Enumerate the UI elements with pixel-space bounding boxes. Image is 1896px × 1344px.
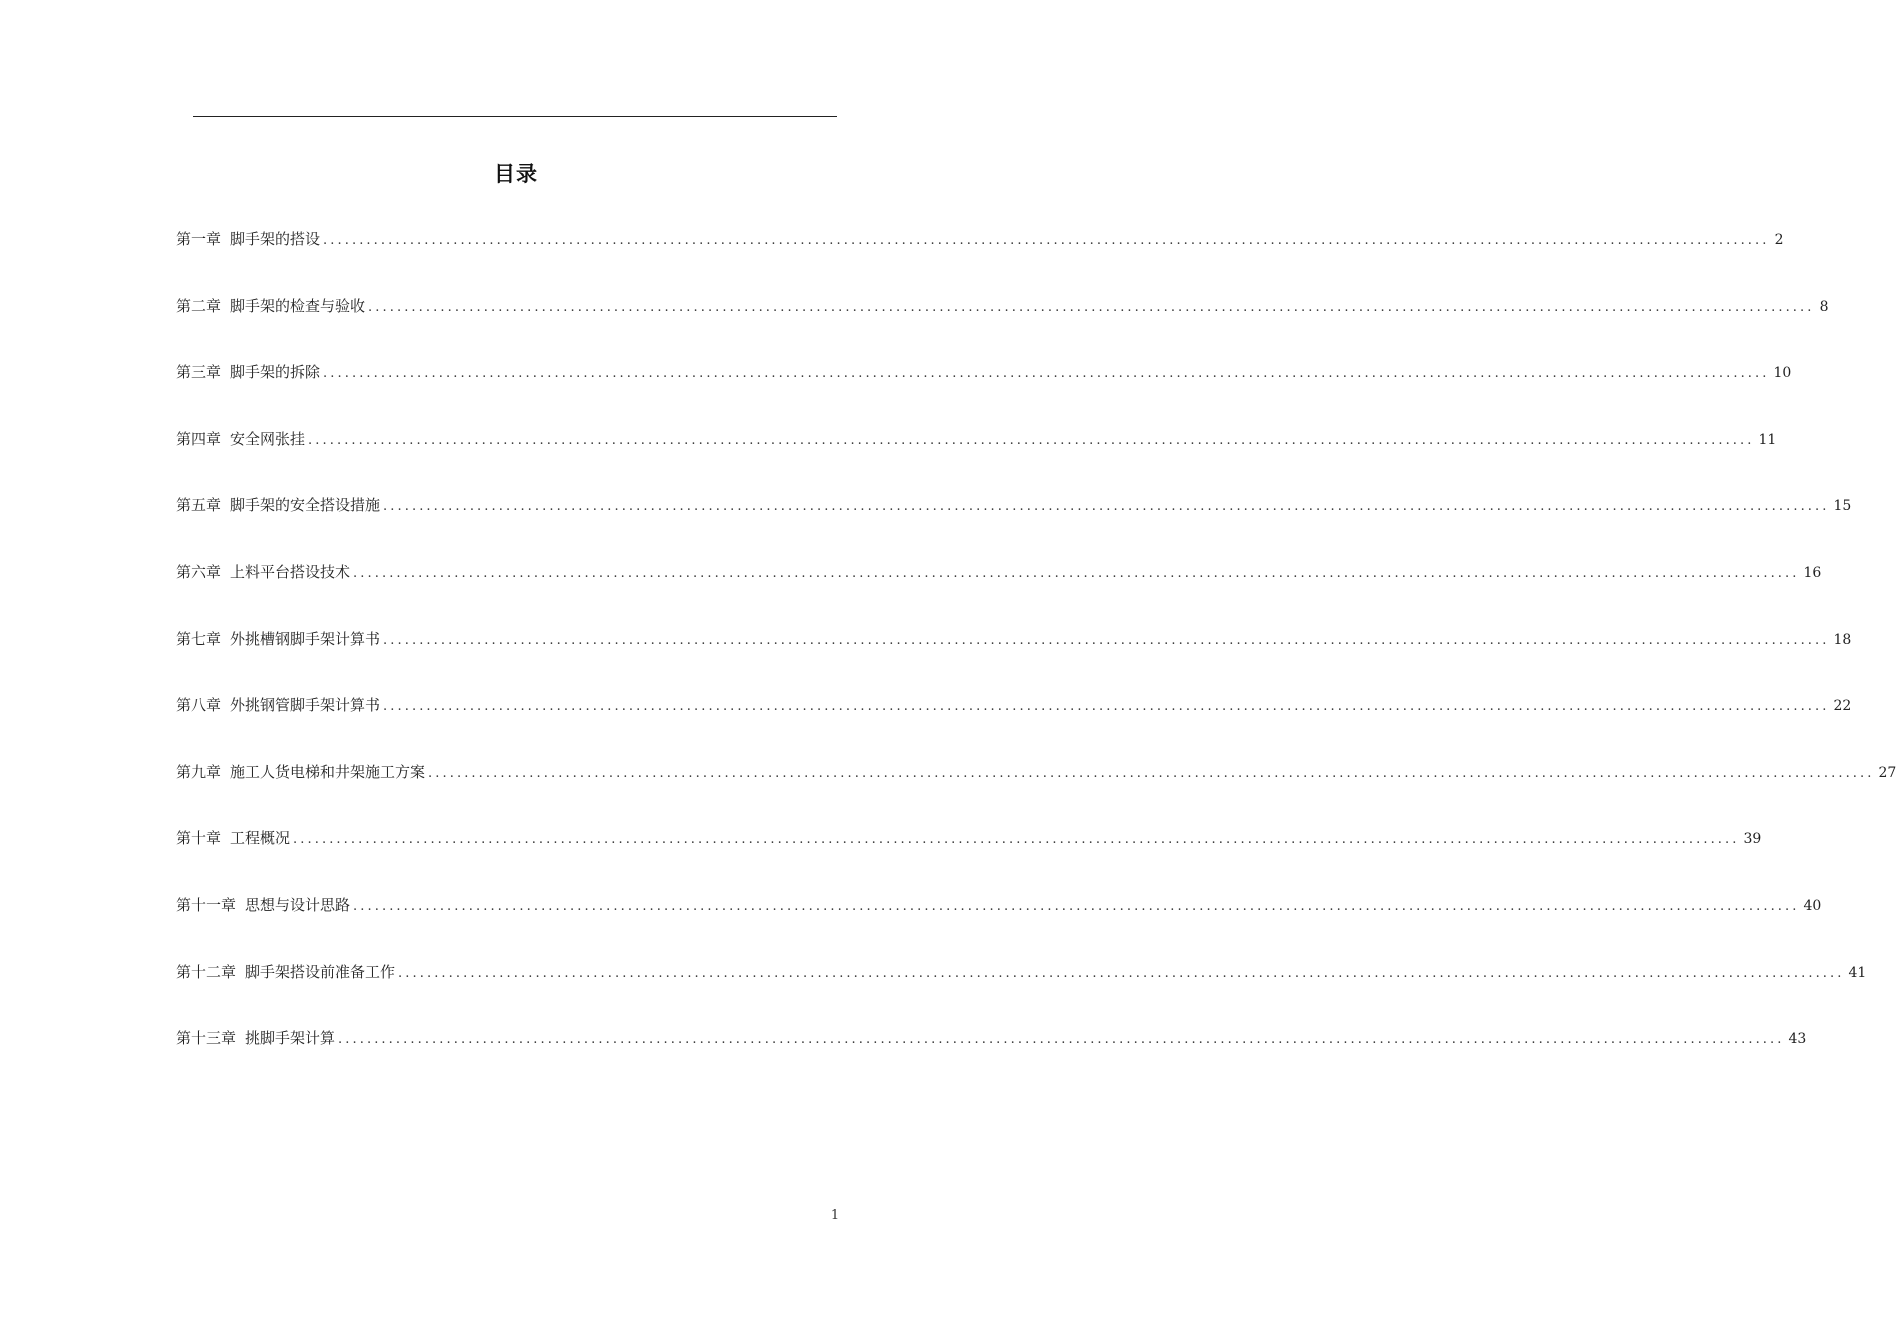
toc-entry-title: 外挑钢管脚手架计算书 bbox=[230, 696, 381, 715]
toc-chapter: 第二章 bbox=[176, 296, 222, 315]
toc-entry-title: 脚手架的搭设 bbox=[230, 230, 321, 248]
toc-chapter: 第一章 bbox=[176, 230, 222, 248]
toc-page-number: 16 bbox=[1803, 564, 1822, 581]
toc-entry[interactable] bbox=[176, 961, 1867, 1028]
toc-leader-dots: ........................................................................................................................................................................................................ bbox=[383, 499, 1830, 515]
toc-entry-title: 安全网张挂 bbox=[230, 429, 306, 448]
toc-list bbox=[176, 228, 1896, 1094]
toc-entry[interactable] bbox=[176, 361, 1792, 428]
toc-entry[interactable] bbox=[176, 628, 1852, 695]
toc-entry[interactable] bbox=[176, 228, 1784, 295]
toc-leader-dots: ........................................................................................................................................................................................................ bbox=[383, 699, 1830, 715]
toc-leader-dots: ........................................................................................................................................................................................................ bbox=[323, 233, 1770, 248]
toc-chapter: 第十二章 bbox=[176, 962, 237, 981]
toc-page-number: 18 bbox=[1833, 631, 1852, 648]
toc-entry[interactable] bbox=[176, 761, 1896, 828]
toc-entry-title: 脚手架的拆除 bbox=[230, 363, 321, 382]
toc-leader-dots: ........................................................................................................................................................................................................ bbox=[338, 1032, 1785, 1048]
toc-page-number: 39 bbox=[1743, 831, 1762, 848]
toc-entry-title: 挑脚手架计算 bbox=[245, 1029, 336, 1048]
toc-leader-dots: ........................................................................................................................................................................................................ bbox=[383, 632, 1830, 648]
toc-entry-title: 外挑槽钢脚手架计算书 bbox=[230, 629, 381, 648]
toc-page-number: 22 bbox=[1833, 698, 1852, 715]
toc-entry[interactable] bbox=[176, 494, 1852, 561]
toc-leader-dots: ........................................................................................................................................................................................................ bbox=[323, 366, 1770, 382]
toc-chapter: 第九章 bbox=[176, 762, 222, 781]
toc-page-number: 41 bbox=[1848, 964, 1867, 981]
toc-title: 目录 bbox=[494, 162, 538, 186]
toc-entry-title: 施工人货电梯和井架施工方案 bbox=[230, 762, 426, 781]
toc-page-number: 8 bbox=[1819, 298, 1829, 315]
toc-entry-title: 上料平台搭设技术 bbox=[230, 562, 351, 581]
toc-chapter: 第四章 bbox=[176, 429, 222, 448]
toc-entry[interactable] bbox=[176, 295, 1829, 362]
toc-chapter: 第十一章 bbox=[176, 895, 237, 914]
toc-chapter: 第八章 bbox=[176, 696, 222, 715]
toc-entry-title: 脚手架的安全搭设措施 bbox=[230, 496, 381, 515]
toc-page-number: 43 bbox=[1788, 1031, 1807, 1048]
toc-entry[interactable] bbox=[176, 694, 1852, 761]
page-number: 1 bbox=[830, 1208, 840, 1223]
toc-chapter: 第六章 bbox=[176, 562, 222, 581]
toc-entry[interactable] bbox=[176, 561, 1822, 628]
toc-leader-dots: ........................................................................................................................................................................................................ bbox=[428, 765, 1875, 781]
toc-chapter: 第三章 bbox=[176, 363, 222, 382]
toc-leader-dots: ........................................................................................................................................................................................................ bbox=[398, 965, 1845, 981]
toc-chapter: 第五章 bbox=[176, 496, 222, 515]
toc-leader-dots: ........................................................................................................................................................................................................ bbox=[353, 898, 1800, 914]
toc-page-number: 10 bbox=[1773, 365, 1792, 382]
toc-leader-dots: ........................................................................................................................................................................................................ bbox=[368, 299, 1815, 315]
toc-leader-dots: ........................................................................................................................................................................................................ bbox=[293, 832, 1740, 848]
toc-page-number: 11 bbox=[1758, 431, 1777, 448]
toc-entry[interactable] bbox=[176, 894, 1822, 961]
toc-chapter: 第十三章 bbox=[176, 1029, 237, 1048]
toc-entry[interactable] bbox=[176, 1027, 1807, 1094]
toc-entry-title: 脚手架搭设前准备工作 bbox=[245, 962, 396, 981]
toc-page-number: 27 bbox=[1878, 764, 1896, 781]
toc-entry-title: 工程概况 bbox=[230, 829, 291, 848]
toc-page-number: 2 bbox=[1774, 232, 1784, 248]
toc-chapter: 第十章 bbox=[176, 829, 222, 848]
toc-entry-title: 脚手架的检查与验收 bbox=[230, 296, 366, 315]
toc-entry[interactable] bbox=[176, 428, 1777, 495]
header-rule bbox=[193, 116, 837, 117]
toc-leader-dots: ........................................................................................................................................................................................................ bbox=[353, 565, 1800, 581]
toc-entry[interactable] bbox=[176, 827, 1762, 894]
toc-leader-dots: ........................................................................................................................................................................................................ bbox=[308, 432, 1755, 448]
toc-entry-title: 思想与设计思路 bbox=[245, 895, 351, 914]
toc-chapter: 第七章 bbox=[176, 629, 222, 648]
toc-page-number: 40 bbox=[1803, 897, 1822, 914]
toc-page-number: 15 bbox=[1833, 498, 1852, 515]
